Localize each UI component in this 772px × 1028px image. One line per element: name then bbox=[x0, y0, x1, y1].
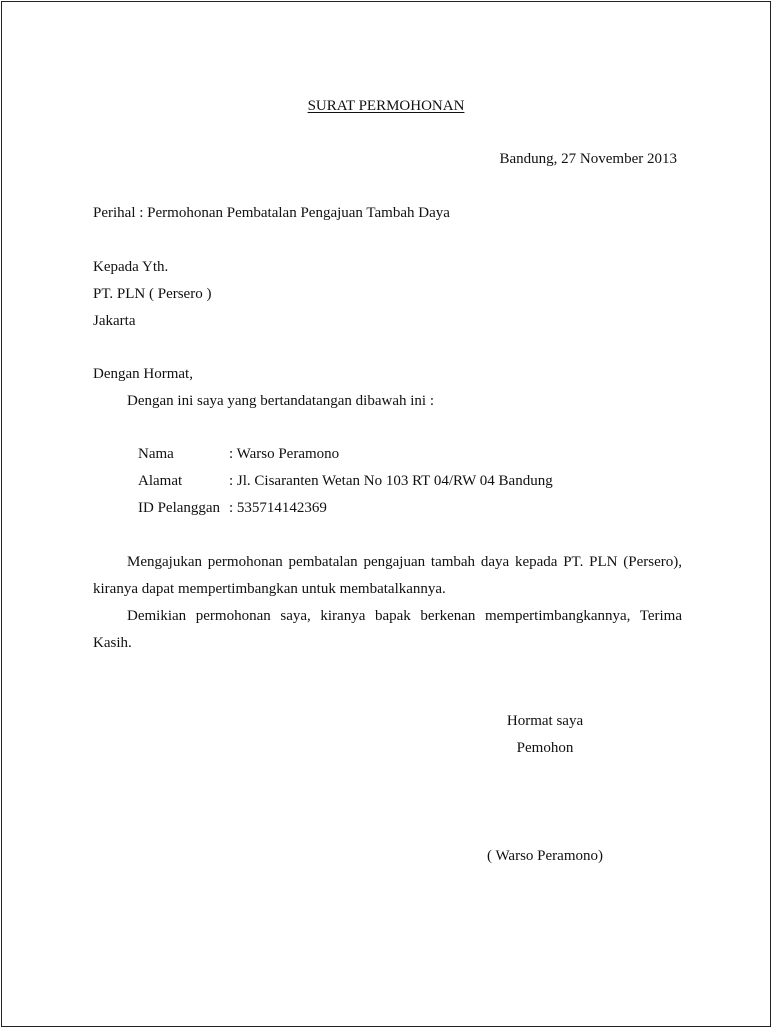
place-date: Bandung, 27 November 2013 bbox=[499, 151, 677, 167]
field-label-alamat: Alamat bbox=[138, 473, 183, 489]
salutation: Dengan Hormat, bbox=[93, 366, 193, 382]
paragraph-2-line-1: Demikian permohonan saya, kiranya bapak berkenan mempertimbangkannya, Terima bbox=[127, 608, 682, 624]
recipient-line-2: PT. PLN ( Persero ) bbox=[93, 286, 212, 302]
field-label-nama: Nama bbox=[138, 446, 174, 462]
closing-hormat-saya: Hormat saya bbox=[506, 713, 584, 729]
closing-pemohon: Pemohon bbox=[516, 740, 574, 756]
field-value-id-pelanggan: : 535714142369 bbox=[229, 500, 327, 516]
paragraph-1-line-2: kiranya dapat mempertimbangkan untuk membatalkannya. bbox=[93, 581, 446, 597]
field-value-nama: : Warso Peramono bbox=[229, 446, 340, 462]
signatory-name: ( Warso Peramono) bbox=[487, 848, 603, 864]
subject-line: Perihal : Permohonan Pembatalan Pengajuan Tambah Daya bbox=[93, 205, 450, 221]
recipient-line-3: Jakarta bbox=[93, 313, 136, 329]
recipient-line-1: Kepada Yth. bbox=[93, 259, 169, 275]
paragraph-1-line-1: Mengajukan permohonan pembatalan pengajuan tambah daya kepada PT. PLN (Persero), bbox=[127, 554, 682, 570]
field-value-alamat: : Jl. Cisaranten Wetan No 103 RT 04/RW 04 Bandung bbox=[229, 473, 553, 489]
letter-page bbox=[1, 1, 771, 1027]
paragraph-2-line-2: Kasih. bbox=[93, 635, 132, 651]
field-label-id-pelanggan: ID Pelanggan bbox=[138, 500, 221, 516]
letter-title: SURAT PERMOHONAN bbox=[307, 98, 465, 114]
intro-sentence: Dengan ini saya yang bertandatangan dibawah ini : bbox=[127, 393, 434, 409]
